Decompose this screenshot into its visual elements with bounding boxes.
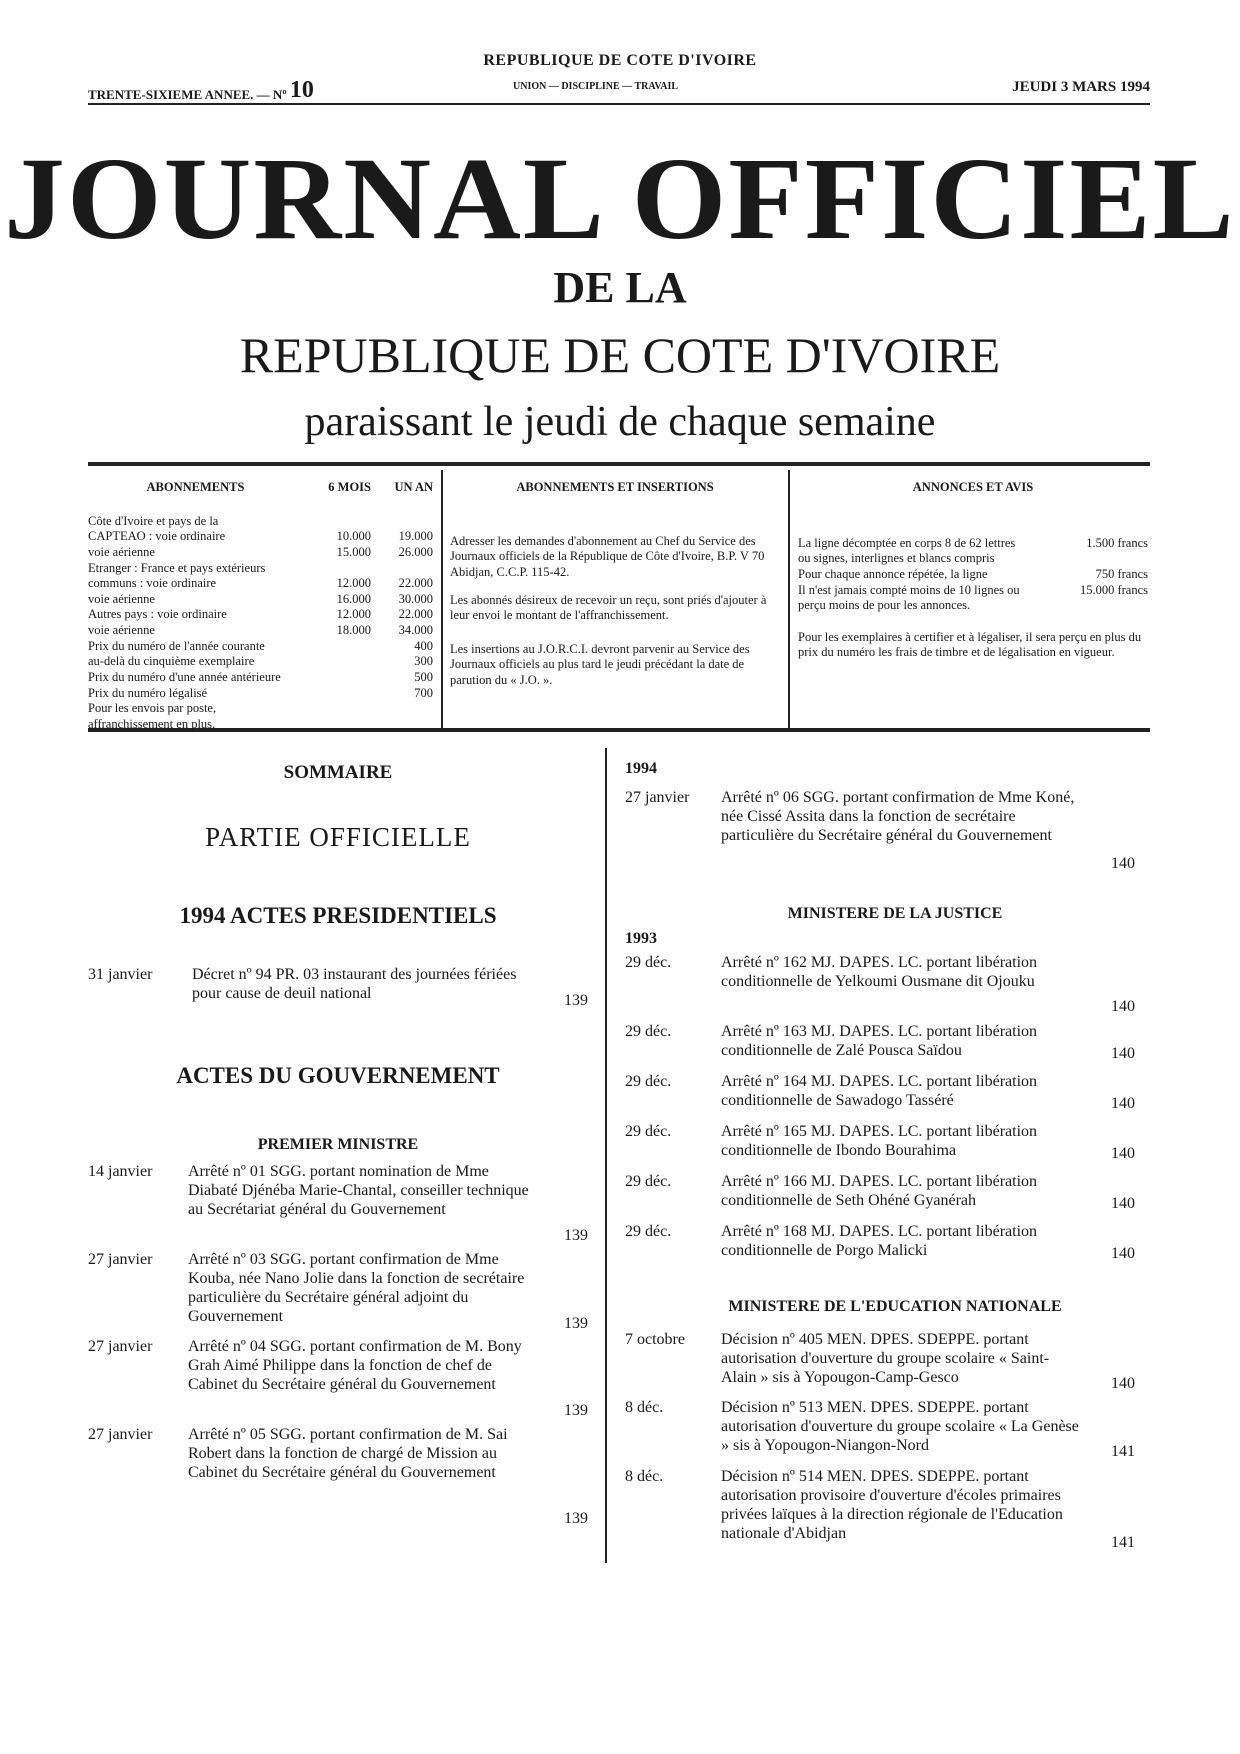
rate-six-months [303, 514, 371, 530]
rate-row [88, 514, 433, 530]
ad-rate-value: 750 francs [1095, 566, 1148, 581]
ad-rate-row [798, 536, 1148, 567]
entry-page: 140 [1111, 1045, 1135, 1062]
box-divider-2 [788, 470, 790, 728]
entry-page: 139 [564, 1227, 588, 1244]
rate-one-year: 19.000 [398, 529, 433, 544]
partie-officielle-heading: PARTIE OFFICIELLE [205, 822, 471, 852]
rate-label: Pour les envois par poste, affranchissement en plus. [88, 701, 217, 731]
rate-row [88, 639, 433, 655]
rate-row [88, 701, 433, 732]
rate-label: Prix du numéro d'une année antérieure [88, 669, 281, 684]
column-divider [605, 748, 607, 1563]
entry-text: Décision nº 405 MEN. DPES. SDEPPE. portant autorisation d'ouverture du groupe scolaire « Saint-Alain » sis à Yopougon-Camp-Gesco [721, 1331, 1050, 1386]
subscriptions-box [450, 480, 780, 738]
rate-one-year: 500 [414, 669, 433, 684]
rate-one-year [371, 514, 433, 530]
edition-info [88, 79, 314, 106]
entry-text: Arrêté nº 04 SGG. portant confirmation de M. Bony Grah Aimé Philippe dans la fonction de chef de Cabinet du Secrétaire général du Gouvernement [188, 1338, 522, 1393]
entry-date: 29 déc. [625, 954, 672, 971]
entry-date: 29 déc. [625, 1123, 672, 1140]
rate-row [88, 576, 433, 592]
subscriptions-p1: Adresser les demandes d'abonnement au Chef du Service des Journaux officiels de la République de Côte d'Ivoire, B.P. V 70 Abidjan, C.C.P. 115-42. [450, 533, 765, 579]
entry-page: 141 [1111, 1443, 1135, 1460]
rate-one-year: 300 [414, 654, 433, 669]
rates-table [88, 514, 433, 733]
ad-rate-label: La ligne décomptée en corps 8 de 62 lettres ou signes, interlignes et blancs compris [798, 535, 1016, 566]
rate-label: au-delà du cinquième exemplaire [88, 654, 255, 669]
rate-six-months: 10.000 [336, 529, 371, 544]
entry-text: Arrêté nº 165 MJ. DAPES. LC. portant libération conditionnelle de Ibondo Bourahima [721, 1123, 1038, 1159]
entry-text: Arrêté nº 168 MJ. DAPES. LC. portant libération conditionnelle de Porgo Malicki [721, 1223, 1038, 1259]
entry-date: 29 déc. [625, 1023, 672, 1040]
rate-label: Prix du numéro de l'année courante [88, 638, 265, 653]
entry-date: 8 déc. [625, 1468, 664, 1485]
ad-rate-label: Pour chaque annonce répétée, la ligne [798, 566, 988, 581]
rate-one-year [371, 701, 433, 732]
rate-label: voie aérienne [88, 623, 155, 637]
entry-text: Arrêté nº 01 SGG. portant nomination de Mme Diabaté Djénéba Marie-Chantal, conseiller technique au Secrétariat général du Gouvernement [188, 1163, 529, 1218]
box-divider-1 [441, 470, 443, 728]
rate-six-months: 16.000 [336, 591, 371, 606]
rate-six-months [303, 701, 371, 732]
ads-table [798, 536, 1148, 614]
rate-row [88, 686, 433, 702]
entry-text: Décret nº 94 PR. 03 instaurant des journées fériées pour cause de deuil national [192, 966, 517, 1002]
subscriptions-heading: ABONNEMENTS ET INSERTIONS [516, 480, 714, 494]
rate-label: Prix du numéro légalisé [88, 685, 208, 700]
entry-text: Décision nº 514 MEN. DPES. SDEPPE. portant autorisation provisoire d'ouverture d'écoles primaires privées laïques à la direction régionale de l'Education nationale d'Abidjan [721, 1468, 1063, 1542]
entry-date: 27 janvier [625, 789, 690, 806]
sommaire-heading: SOMMAIRE [283, 762, 393, 783]
entry-text: Décision nº 513 MEN. DPES. SDEPPE. portant autorisation d'ouverture du groupe scolaire « La Genèse » sis à Yopougon-Niangon-Nord [721, 1399, 1079, 1454]
masthead-republic: REPUBLIQUE DE COTE D'IVOIRE [239, 327, 1001, 383]
rate-label: voie aérienne [88, 544, 155, 559]
entry-page: 141 [1111, 1534, 1135, 1551]
entry-page: 140 [1111, 855, 1135, 872]
entry-text: Arrêté nº 166 MJ. DAPES. LC. portant libération conditionnelle de Seth Ohéné Gyanérah [721, 1173, 1038, 1209]
rates-box [88, 480, 433, 738]
issue-date: JEUDI 3 MARS 1994 [1012, 79, 1150, 95]
entry-date: 8 déc. [625, 1399, 664, 1416]
rate-one-year: 26.000 [398, 544, 433, 559]
edition-label: TRENTE-SIXIEME ANNEE. — Nº [88, 87, 287, 102]
entry-page: 139 [564, 1315, 588, 1332]
rate-one-year [371, 561, 433, 577]
masthead-de-la: DE LA [553, 263, 687, 312]
ads-note: Pour les exemplaires à certifier et à légaliser, il sera perçu en plus du prix du numéro les frais de timbre et de légalisation en vigueur. [798, 629, 1142, 660]
entry-page: 140 [1111, 1195, 1135, 1212]
entry-page: 139 [564, 1510, 588, 1527]
header-republic: REPUBLIQUE DE COTE D'IVOIRE [483, 52, 757, 69]
rate-label: Etranger : France et pays extérieurs [88, 560, 266, 575]
premier-ministre-heading: PREMIER MINISTRE [257, 1136, 419, 1153]
subscriptions-p3: Les insertions au J.O.R.C.I. devront parvenir au Service des Journaux officiels au plus tard le jeudi précédant la date de parution du « J.O. ». [450, 641, 750, 687]
subscriptions-p2: Les abonnés désireux de recevoir un reçu, sont priés d'ajouter à leur envoi le montant de l'affranchissement. [450, 592, 767, 623]
rate-six-months [303, 561, 371, 577]
masthead-subtitle: paraissant le jeudi de chaque semaine [304, 399, 936, 445]
rates-heading: ABONNEMENTS [146, 480, 245, 494]
rate-six-months: 12.000 [336, 607, 371, 622]
rate-one-year: 34.000 [398, 623, 433, 637]
entry-text: Arrêté nº 163 MJ. DAPES. LC. portant libération conditionnelle de Zalé Pousca Saïdou [721, 1023, 1038, 1059]
ad-rate-row [798, 583, 1148, 614]
masthead-title: JOURNAL OFFICIEL [4, 133, 1236, 264]
rate-six-months [303, 639, 371, 655]
entry-date: 27 janvier [88, 1426, 153, 1443]
entry-date: 29 déc. [625, 1223, 672, 1240]
box-top-rule [88, 462, 1150, 466]
entry-date: 29 déc. [625, 1173, 672, 1190]
rate-row [88, 529, 433, 545]
rate-six-months: 15.000 [336, 544, 371, 559]
entry-date: 27 janvier [88, 1251, 153, 1268]
motto: UNION — DISCIPLINE — TRAVAIL [513, 81, 679, 92]
ad-rate-value: 15.000 francs [1079, 582, 1148, 597]
rate-one-year: 700 [414, 685, 433, 700]
rate-label: Côte d'Ivoire et pays de la [88, 513, 219, 528]
rate-row [88, 654, 433, 670]
header-rule [88, 103, 1150, 105]
rate-row [88, 670, 433, 686]
actes-presidentiels-heading: 1994 ACTES PRESIDENTIELS [179, 903, 497, 928]
rate-row [88, 623, 433, 639]
ads-box [798, 480, 1148, 738]
rate-six-months [303, 654, 371, 670]
entry-text: Arrêté nº 05 SGG. portant confirmation de M. Sai Robert dans la fonction de chargé de Mission au Cabinet du Secrétaire général du Gouvernement [188, 1426, 508, 1481]
entry-page: 139 [564, 1402, 588, 1419]
year-1993-label: 1993 [625, 930, 657, 947]
rates-six-months: 6 MOIS [328, 480, 371, 494]
entry-date: 14 janvier [88, 1163, 153, 1180]
rate-label: voie aérienne [88, 591, 155, 606]
ad-rate-label: Il n'est jamais compté moins de 10 lignes ou perçu moins de pour les annonces. [798, 582, 1020, 613]
rate-one-year: 22.000 [398, 576, 433, 591]
rate-one-year: 400 [414, 638, 433, 653]
year-1994-label: 1994 [625, 760, 657, 777]
issue-number: 10 [289, 77, 314, 103]
ad-rate-value: 1.500 francs [1086, 535, 1148, 550]
entry-date: 27 janvier [88, 1338, 153, 1355]
entry-date: 7 octobre [625, 1331, 685, 1348]
ad-rate-row [798, 567, 1148, 583]
rate-row [88, 545, 433, 561]
ads-heading: ANNONCES ET AVIS [912, 480, 1034, 494]
rate-row [88, 561, 433, 577]
rate-label: Autres pays : voie ordinaire [88, 607, 227, 622]
justice-heading: MINISTERE DE LA JUSTICE [787, 905, 1003, 922]
rates-one-year: UN AN [394, 480, 433, 494]
entry-page: 140 [1111, 998, 1135, 1015]
education-heading: MINISTERE DE L'EDUCATION NATIONALE [728, 1298, 1062, 1315]
entry-date: 29 déc. [625, 1073, 672, 1090]
rate-label: communs : voie ordinaire [88, 576, 217, 591]
rate-row [88, 592, 433, 608]
entry-page: 140 [1111, 1245, 1135, 1262]
rate-one-year: 30.000 [398, 591, 433, 606]
rate-six-months: 18.000 [336, 623, 371, 637]
entry-page: 139 [564, 992, 588, 1009]
entry-text: Arrêté nº 06 SGG. portant confirmation de Mme Koné, née Cissé Assita dans la fonction de secrétaire particulière du Secrétaire général du Gouvernement [721, 789, 1075, 844]
actes-gouvernement-heading: ACTES DU GOUVERNEMENT [176, 1063, 500, 1088]
rate-six-months: 12.000 [336, 576, 371, 591]
rate-label: CAPTEAO : voie ordinaire [88, 529, 226, 544]
entry-page: 140 [1111, 1375, 1135, 1392]
rate-six-months [303, 686, 371, 702]
header-line [88, 79, 1150, 101]
rate-six-months [303, 670, 371, 686]
entry-page: 140 [1111, 1095, 1135, 1112]
entry-text: Arrêté nº 162 MJ. DAPES. LC. portant libération conditionnelle de Yelkoumi Ousmane dit Ojouku [721, 954, 1038, 990]
rate-one-year: 22.000 [398, 607, 433, 622]
entry-page: 140 [1111, 1145, 1135, 1162]
rate-row [88, 607, 433, 623]
entry-text: Arrêté nº 164 MJ. DAPES. LC. portant libération conditionnelle de Sawadogo Tasséré [721, 1073, 1038, 1109]
entry-date: 31 janvier [88, 966, 153, 983]
entry-text: Arrêté nº 03 SGG. portant confirmation de Mme Kouba, née Nano Jolie dans la fonction de secrétaire particulière du Secrétaire général adjoint du Gouvernement [188, 1251, 525, 1325]
